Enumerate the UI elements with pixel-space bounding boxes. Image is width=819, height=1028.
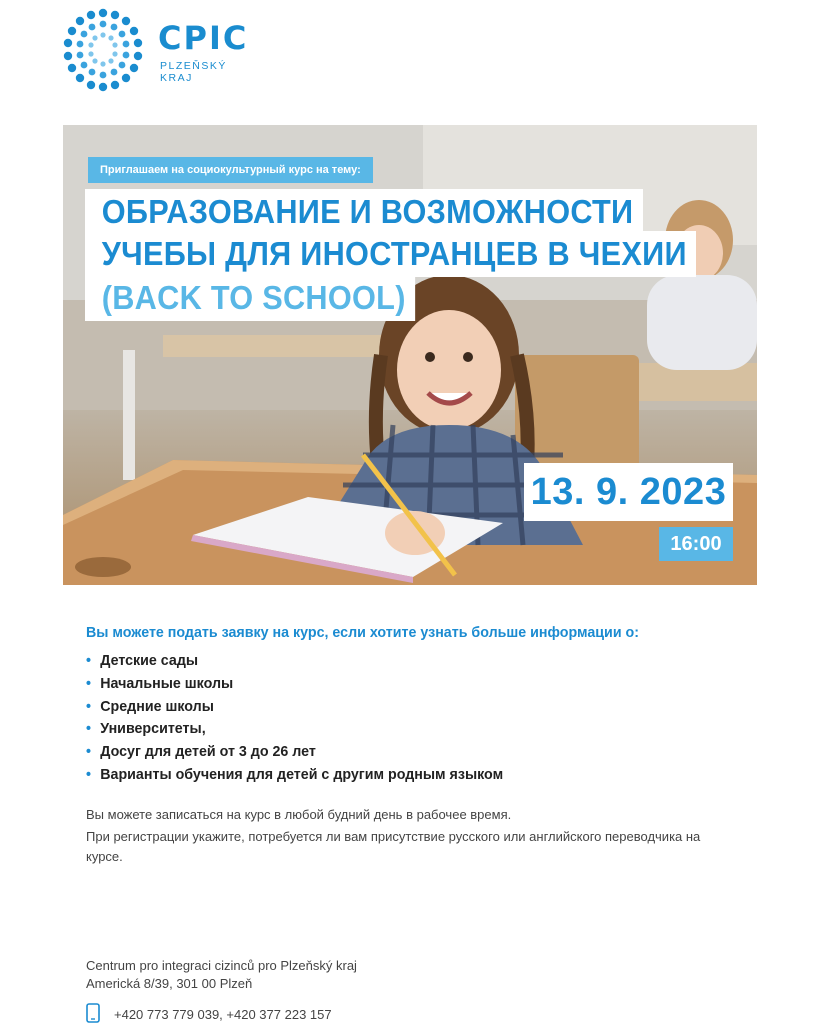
phone-numbers[interactable]: +420 773 779 039, +420 377 223 157 <box>114 1006 332 1022</box>
logo-title: CPIC <box>158 19 249 57</box>
bullet: • <box>86 720 92 738</box>
list-item: • Детские сады <box>86 650 503 673</box>
course-title-line3: (BACK TO SCHOOL) <box>85 275 415 321</box>
hero-banner <box>63 125 757 585</box>
organization-address: Americká 8/39, 301 00 Plzeň <box>86 976 253 991</box>
invitation-tag: Приглашаем на социокультурный курс на тему: <box>88 157 373 183</box>
bullet: • <box>86 697 92 715</box>
list-item: • Университеты, <box>86 718 503 741</box>
topics-list <box>86 650 525 787</box>
logo-dots-icon <box>60 8 150 94</box>
organization-name: Centrum pro integraci cizinců pro Plzeňský kraj <box>86 958 357 973</box>
logo-subtitle <box>160 60 227 84</box>
intro-heading: Вы можете подать заявку на курс, если хотите узнать больше информации о: <box>86 624 639 641</box>
list-item: • Варианты обучения для детей с другим родным языком <box>86 764 503 787</box>
interpreter-note: При регистрации укажите, потребуется ли вам присутствие русского или английского переводчика на курсе. <box>86 829 701 864</box>
bullet: • <box>86 652 92 669</box>
course-title-line2: УЧЕБЫ ДЛЯ ИНОСТРАНЦЕВ В ЧЕХИИ <box>85 231 696 277</box>
event-date: 13. 9. 2023 <box>524 463 733 521</box>
logo-subtitle-line1: PLZEŇSKÝ <box>160 60 227 72</box>
bullet: • <box>86 765 92 783</box>
event-time: 16:00 <box>659 527 733 561</box>
registration-note: Вы можете записаться на курс в любой будний день в рабочее время. <box>86 807 512 822</box>
contact-phones <box>86 1003 332 1028</box>
list-item: • Досуг для детей от 3 до 26 лет <box>86 741 503 764</box>
list-item: • Начальные школы <box>86 673 503 696</box>
phone-icon <box>86 1003 100 1028</box>
course-title-line1: ОБРАЗОВАНИЕ И ВОЗМОЖНОСТИ <box>85 189 643 235</box>
logo-subtitle-line2: KRAJ <box>160 72 193 84</box>
list-item: • Средние школы <box>86 696 503 719</box>
bullet: • <box>86 674 92 692</box>
cpic-logo <box>60 8 260 94</box>
bullet: • <box>86 743 92 761</box>
